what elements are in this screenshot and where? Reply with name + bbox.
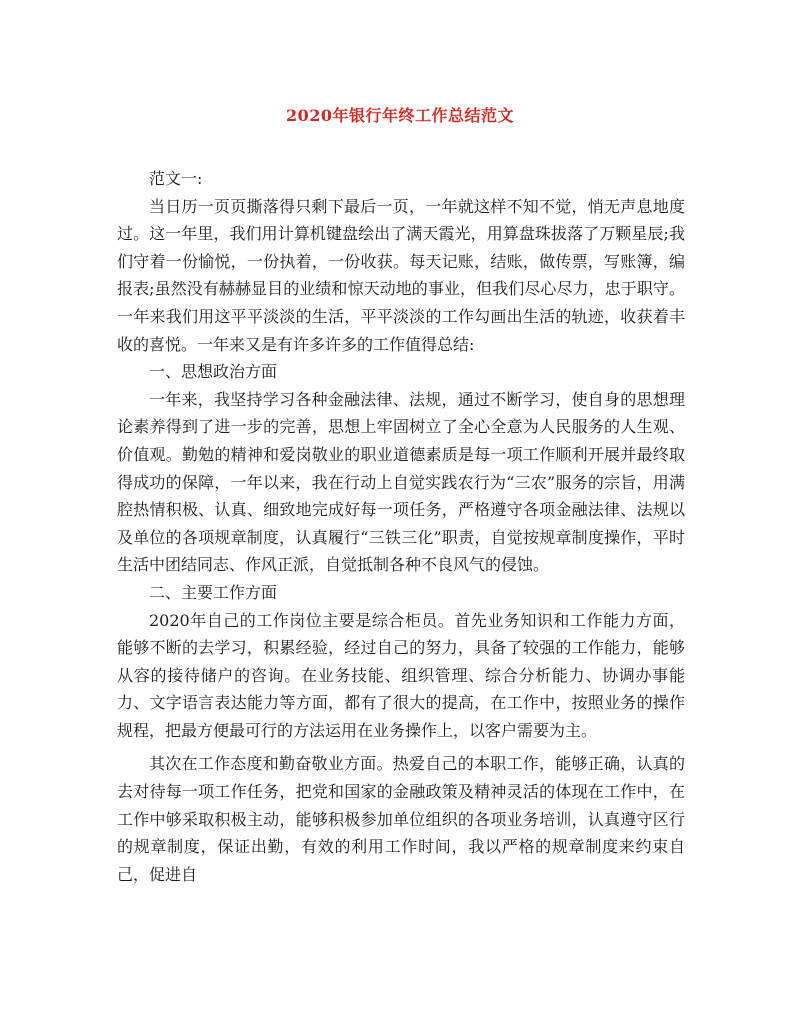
- document-body: [117, 165, 685, 888]
- section-label-fanwen: 范文一:: [149, 169, 203, 188]
- section-heading-main-work: 二、主要工作方面: [149, 582, 278, 602]
- paragraph-intro: 当日历一页页撕落得只剩下最后一页，一年就这样不知不觉，悄无声息地度过。这一年里，我们用计算机键盘绘出了满天霞光，用算盘珠拔落了万颗星辰;我们守着一份愉悦，一份执着，一份收获。每天记账，结账，做传票，写账簿，编报表;虽然没有赫赫显目的业绩和惊天动地的事业，但我们尽心尽力，忠于职守。一年来我们用这平平淡淡的生活，平平淡淡的工作勾画出生活的轨迹，收获着丰收的喜悦。一年来又是有许多许多的工作值得总结:: [117, 196, 685, 354]
- paragraph-main-work: 2020年自己的工作岗位主要是综合柜员。首先业务知识和工作能力方面，能够不断的去学习，积累经验，经过自己的努力，具备了较强的工作能力，能够从容的接待储户的咨询。在业务技能、组织管理、综合分析能力、协调办事能力、文字语言表达能力等方面，都有了很大的提高，在工作中，按照业务的操作规程，把最方便最可行的方法运用在业务操作上，以客户需要为主。: [117, 610, 685, 740]
- section-heading-ideology: 一、思想政治方面: [149, 362, 278, 382]
- paragraph-attitude: 其次在工作态度和勤奋敬业方面。热爱自己的本职工作，能够正确，认真的去对待每一项工作任务，把党和国家的金融政策及精神灵活的体现在工作中，在工作中够采取积极主动，能够积极参加单位组织的各项业务培训，认真遵守区行的规章制度，保证出勤，有效的利用工作时间，我以严格的规章制度来约束自己，促进自: [117, 754, 685, 884]
- page-title: 2020年银行年终工作总结范文: [285, 106, 515, 125]
- paragraph-ideology: 一年来，我坚持学习各种金融法律、法规，通过不断学习，使自身的思想理论素养得到了进一步的完善，思想上牢固树立了全心全意为人民服务的人生观、价值观。勤勉的精神和爱岗敬业的职业道德素质是每一项工作顺利开展并最终取得成功的保障，一年以来，我在行动上自觉实践农行为“三农”服务的宗旨，用满腔热情积极、认真、细致地完成好每一项任务，严格遵守各项金融法律、法规以及单位的各项规章制度，认真履行“三铁三化”职责，自觉按规章制度操作，平时生活中团结同志、作风正派，自觉抵制各种不良风气的侵蚀。: [117, 389, 685, 575]
